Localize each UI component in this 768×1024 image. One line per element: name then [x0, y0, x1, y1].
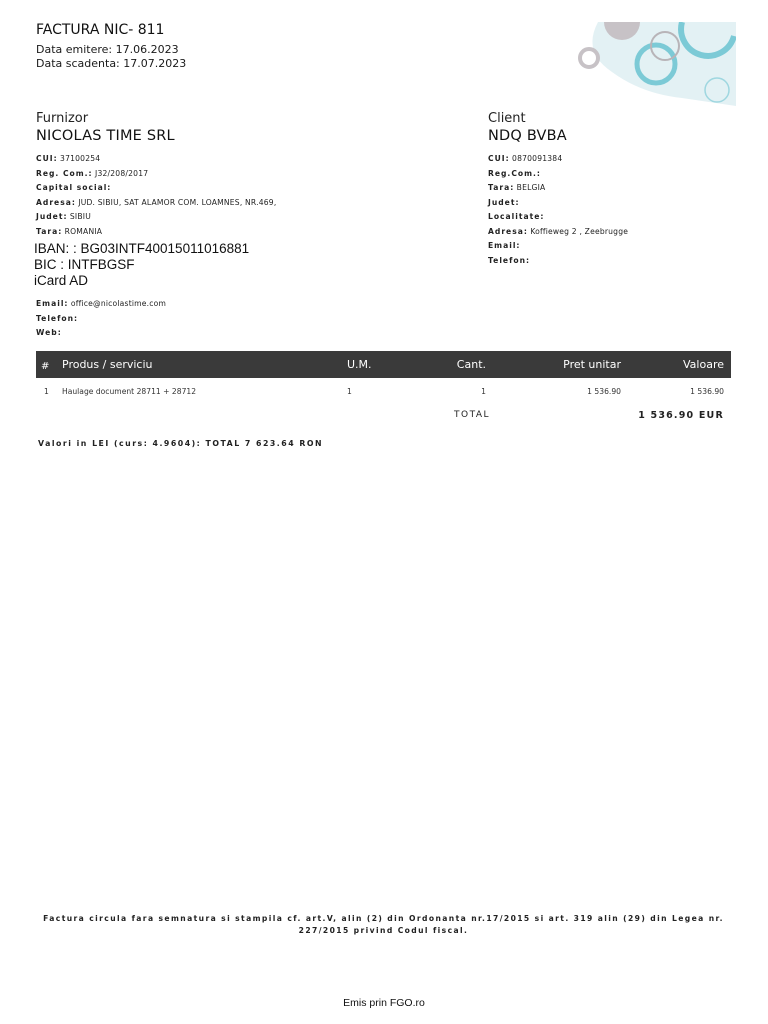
row-product: Haulage document 28711 + 28712	[62, 387, 197, 396]
client-county: Judet:	[488, 197, 520, 207]
row-unit: 1	[347, 387, 352, 396]
supplier-details	[36, 152, 276, 239]
col-value-header: Valoare	[683, 358, 724, 371]
client-cui: CUI: 0870091384	[488, 154, 563, 163]
col-unit-header: U.M.	[347, 358, 372, 371]
supplier-reg-com: Reg. Com.: J32/208/2017	[36, 168, 149, 178]
supplier-email: Email: office@nicolastime.com	[36, 299, 167, 308]
due-date	[36, 57, 186, 70]
supplier-county: Judet: SIBIU	[36, 212, 91, 221]
due-date-value: 17.07.2023	[123, 57, 187, 70]
client-reg-com: Reg.Com.:	[488, 168, 541, 178]
issue-date-value: 17.06.2023	[115, 43, 179, 56]
supplier-phone: Telefon:	[36, 313, 79, 323]
row-value: 1 536.90	[690, 387, 724, 396]
row-index: 1	[44, 387, 49, 396]
client-section-label: Client	[488, 111, 526, 126]
supplier-cui: CUI: 37100254	[36, 154, 101, 163]
client-name: NDQ BVBA	[488, 128, 567, 144]
client-details	[488, 152, 628, 268]
invoice-title: FACTURA NIC- 811	[36, 22, 165, 38]
lei-conversion-note: Valori in LEI (curs: 4.9604): TOTAL 7 623.64 RON	[38, 439, 323, 448]
col-index-header: #	[41, 361, 50, 372]
supplier-name: NICOLAS TIME SRL	[36, 128, 175, 144]
client-address: Adresa: Koffieweg 2 , Zeebrugge	[488, 226, 629, 236]
supplier-iban: IBAN: : BG03INTF40015011016881	[34, 241, 250, 256]
supplier-capital: Capital social:	[36, 183, 112, 192]
due-date-label: Data scadenta:	[36, 57, 120, 70]
supplier-country: Tara: ROMANIA	[36, 226, 103, 236]
client-email: Email:	[488, 241, 521, 250]
supplier-section-label: Furnizor	[36, 111, 89, 126]
row-qty: 1	[481, 387, 486, 396]
supplier-bic: BIC : INTFBGSF	[34, 257, 135, 272]
row-unit-price: 1 536.90	[587, 387, 621, 396]
issue-date-label: Data emitere:	[36, 43, 113, 56]
col-qty-header: Cant.	[456, 358, 486, 371]
supplier-address: Adresa: JUD. SIBIU, SAT ALAMOR COM. LOAMNES, NR.469,	[36, 197, 277, 207]
supplier-bank-name: iCard AD	[34, 273, 89, 288]
items-table-header	[36, 351, 731, 378]
client-phone: Telefon:	[488, 255, 531, 265]
footer-issuer: Emis prin FGO.ro	[343, 997, 425, 1009]
client-locality: Localitate:	[488, 212, 545, 221]
supplier-contact	[36, 297, 166, 341]
total-value: 1 536.90 EUR	[638, 410, 724, 421]
supplier-web: Web:	[36, 328, 62, 337]
client-country: Tara: BELGIA	[488, 183, 546, 192]
col-product-header: Produs / serviciu	[62, 358, 153, 371]
total-label: TOTAL	[454, 410, 491, 420]
issue-date	[36, 43, 179, 56]
col-unit-price-header: Pret unitar	[563, 358, 621, 371]
legal-note: Factura circula fara semnatura si stampila cf. art.V, alin (2) din Ordonanta nr.17/2015 si art. 319 alin (29) din Legea nr. 227/2015 privind Codul fiscal.	[43, 914, 724, 935]
decorative-circles-graphic	[572, 22, 736, 106]
